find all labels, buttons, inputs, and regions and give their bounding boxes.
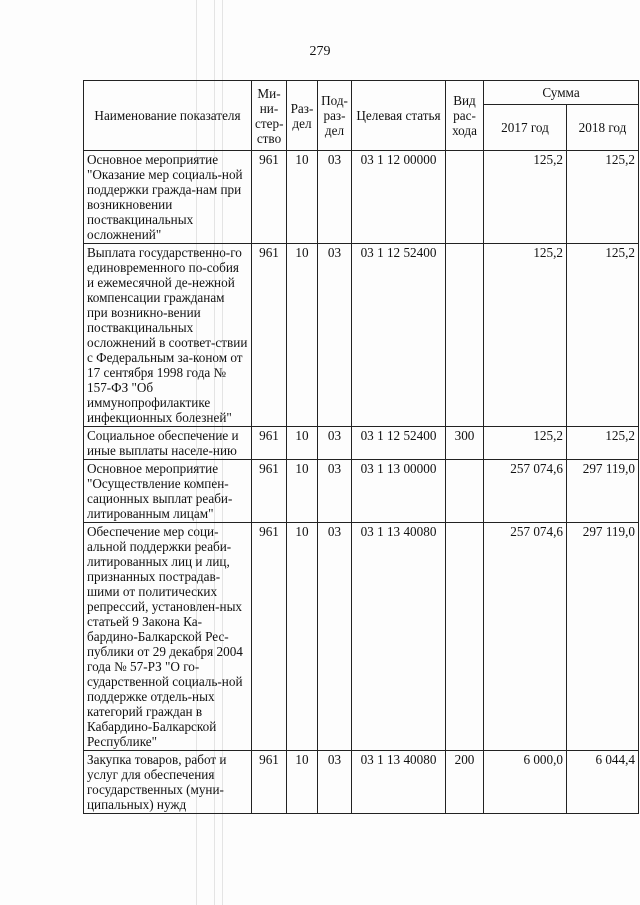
row-sum-2017: 125,2 bbox=[484, 151, 567, 244]
row-ministry: 961 bbox=[252, 244, 287, 427]
row-sum-2017: 257 074,6 bbox=[484, 523, 567, 751]
row-ministry: 961 bbox=[252, 751, 287, 814]
row-ministry: 961 bbox=[252, 427, 287, 460]
row-name: Социальное обеспечение и иные выплаты населе-нию bbox=[84, 427, 252, 460]
header-section: Раз-дел bbox=[287, 81, 318, 151]
row-subsection: 03 bbox=[318, 244, 352, 427]
row-target: 03 1 13 00000 bbox=[352, 460, 446, 523]
row-expense-type bbox=[446, 523, 484, 751]
row-section: 10 bbox=[287, 751, 318, 814]
row-name: Обеспечение мер соци-альной поддержки реаби-литированных лиц и лиц, признанных пострадав-шими от политических репрессий, установлен-ных статьей 9 Закона Ка-бардино-Балкарской Рес-публики от 29 декабря 2004 года № 57-РЗ "О го-сударственной социаль-ной поддержке отдель-ных категорий граждан в Кабардино-Балкарской Республике" bbox=[84, 523, 252, 751]
row-sum-2017: 125,2 bbox=[484, 244, 567, 427]
header-ministry: Ми-ни-стер-ство bbox=[252, 81, 287, 151]
row-section: 10 bbox=[287, 460, 318, 523]
row-target: 03 1 12 52400 bbox=[352, 244, 446, 427]
row-expense-type: 300 bbox=[446, 427, 484, 460]
row-target: 03 1 12 52400 bbox=[352, 427, 446, 460]
row-target: 03 1 12 00000 bbox=[352, 151, 446, 244]
row-name: Основное мероприятие "Оказание мер социаль-ной поддержки гражда-нам при возникновении поствакцинальных осложнений" bbox=[84, 151, 252, 244]
row-target: 03 1 13 40080 bbox=[352, 523, 446, 751]
row-subsection: 03 bbox=[318, 427, 352, 460]
header-sum: Сумма bbox=[484, 81, 639, 105]
row-sum-2018: 297 119,0 bbox=[567, 460, 639, 523]
row-ministry: 961 bbox=[252, 460, 287, 523]
header-expense-type: Вид рас-хода bbox=[446, 81, 484, 151]
table-row bbox=[84, 523, 639, 751]
header-target: Целевая статья bbox=[352, 81, 446, 151]
row-ministry: 961 bbox=[252, 151, 287, 244]
header-name: Наименование показателя bbox=[84, 81, 252, 151]
row-name: Основное мероприятие "Осуществление компен-сационных выплат реаби-литированным лицам" bbox=[84, 460, 252, 523]
row-section: 10 bbox=[287, 244, 318, 427]
row-expense-type: 200 bbox=[446, 751, 484, 814]
row-subsection: 03 bbox=[318, 523, 352, 751]
row-name: Закупка товаров, работ и услуг для обеспечения государственных (муни-ципальных) нужд bbox=[84, 751, 252, 814]
row-target: 03 1 13 40080 bbox=[352, 751, 446, 814]
row-section: 10 bbox=[287, 427, 318, 460]
table-row bbox=[84, 151, 639, 244]
row-sum-2018: 297 119,0 bbox=[567, 523, 639, 751]
row-section: 10 bbox=[287, 523, 318, 751]
row-sum-2018: 125,2 bbox=[567, 151, 639, 244]
row-sum-2018: 125,2 bbox=[567, 244, 639, 427]
row-section: 10 bbox=[287, 151, 318, 244]
row-sum-2017: 125,2 bbox=[484, 427, 567, 460]
row-sum-2018: 6 044,4 bbox=[567, 751, 639, 814]
row-expense-type bbox=[446, 460, 484, 523]
header-year-2017: 2017 год bbox=[484, 105, 567, 151]
table-row bbox=[84, 244, 639, 427]
page-number: 279 bbox=[309, 44, 331, 59]
row-sum-2017: 6 000,0 bbox=[484, 751, 567, 814]
row-subsection: 03 bbox=[318, 460, 352, 523]
row-name: Выплата государственно-го единовременного по-собия и ежемесячной де-нежной компенсации гражданам при возникно-вении поствакцинальных осложнений в соответ-ствии с Федеральным за-коном от 17 сентября 1998 года № 157-ФЗ "Об иммунопрофилактике инфекционных болезней" bbox=[84, 244, 252, 427]
header-subsection: Под-раз-дел bbox=[318, 81, 352, 151]
table-row bbox=[84, 427, 639, 460]
row-expense-type bbox=[446, 151, 484, 244]
budget-table bbox=[83, 80, 639, 814]
row-ministry: 961 bbox=[252, 523, 287, 751]
row-subsection: 03 bbox=[318, 151, 352, 244]
row-expense-type bbox=[446, 244, 484, 427]
row-sum-2018: 125,2 bbox=[567, 427, 639, 460]
table-row bbox=[84, 751, 639, 814]
row-sum-2017: 257 074,6 bbox=[484, 460, 567, 523]
header-year-2018: 2018 год bbox=[567, 105, 639, 151]
row-subsection: 03 bbox=[318, 751, 352, 814]
table-row bbox=[84, 460, 639, 523]
